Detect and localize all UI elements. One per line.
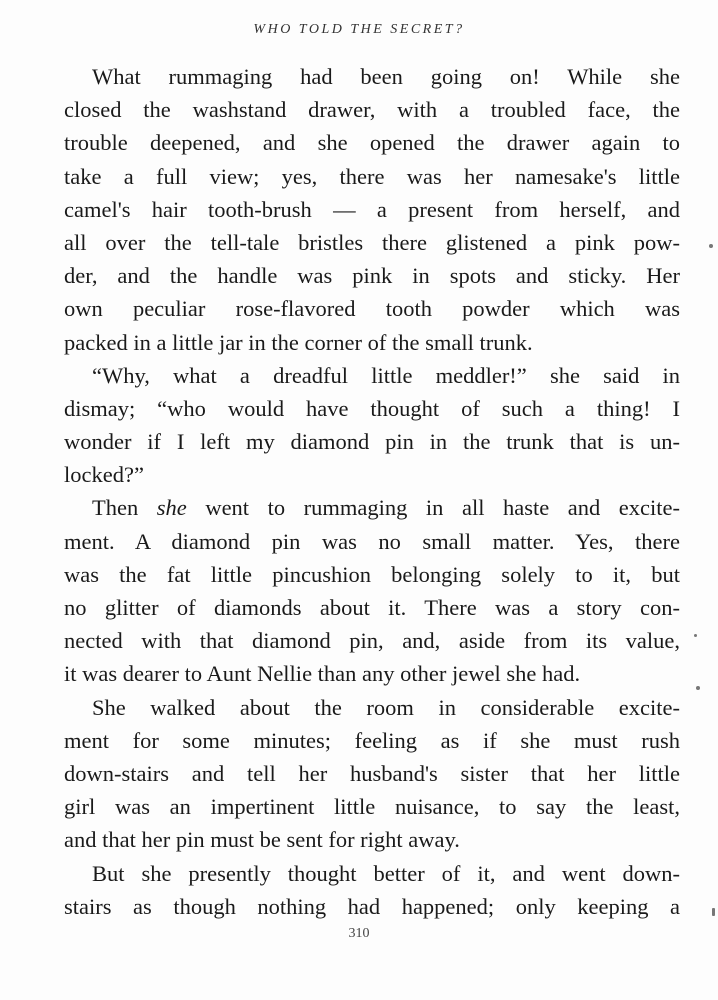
text-line: and that her pin must be sent for right away.: [64, 827, 460, 853]
margin-speck: [712, 908, 715, 916]
body-text: [64, 60, 680, 923]
running-head: WHO TOLD THE SECRET?: [253, 22, 465, 37]
paragraph: [64, 60, 680, 359]
page-number: 310: [348, 926, 370, 941]
text-line: What rummaging had been going on! While she: [92, 64, 680, 89]
text-line: take a full view; yes, there was her namesake's little: [64, 163, 680, 189]
text-line: was the fat little pincushion belonging solely to it, but: [64, 561, 680, 587]
paragraph: [64, 491, 680, 690]
text-line: down-stairs and tell her husband's sister that her little: [64, 760, 680, 786]
text-line: ment for some minutes; feeling as if she must rush: [64, 727, 680, 753]
text-line: it was dearer to Aunt Nellie than any other jewel she had.: [64, 661, 581, 687]
text-line: nected with that diamond pin, and, aside from its value,: [64, 628, 680, 654]
text-line: der, and the handle was pink in spots and sticky. Her: [64, 263, 680, 289]
text-line: She walked about the room in considerable excite-: [92, 694, 680, 720]
text-line: dismay; “who would have thought of such a thing! I: [64, 395, 680, 421]
margin-speck: [709, 244, 713, 248]
text-line: ment. A diamond pin was no small matter. Yes, there: [64, 528, 680, 554]
text-line: girl was an impertinent little nuisance, to say the least,: [64, 794, 680, 820]
paragraph: [64, 691, 680, 857]
text-line: own peculiar rose-flavored tooth powder which was: [64, 296, 680, 322]
text-line: closed the washstand drawer, with a troubled face, the: [64, 97, 680, 123]
margin-speck: [696, 686, 700, 690]
text-line: Then she went to rummaging in all haste and excite-: [92, 495, 680, 521]
margin-speck: [694, 634, 697, 637]
text-line: camel's hair tooth-brush — a present from herself, and: [64, 196, 680, 222]
text-line: locked?”: [64, 462, 144, 488]
paragraph: [64, 359, 680, 492]
text-line: all over the tell-tale bristles there glistened a pink pow-: [64, 229, 680, 255]
text-line: no glitter of diamonds about it. There was a story con-: [64, 595, 680, 620]
text-line: trouble deepened, and she opened the drawer again to: [64, 130, 680, 156]
text-line: “Why, what a dreadful little meddler!” she said in: [92, 362, 680, 388]
text-line: But she presently thought better of it, and went down-: [92, 860, 680, 886]
text-line: stairs as though nothing had happened; only keeping a: [64, 893, 680, 919]
text-line: packed in a little jar in the corner of the small trunk.: [64, 329, 533, 355]
text-line: wonder if I left my diamond pin in the trunk that is un-: [64, 429, 680, 455]
paragraph: [64, 857, 680, 923]
